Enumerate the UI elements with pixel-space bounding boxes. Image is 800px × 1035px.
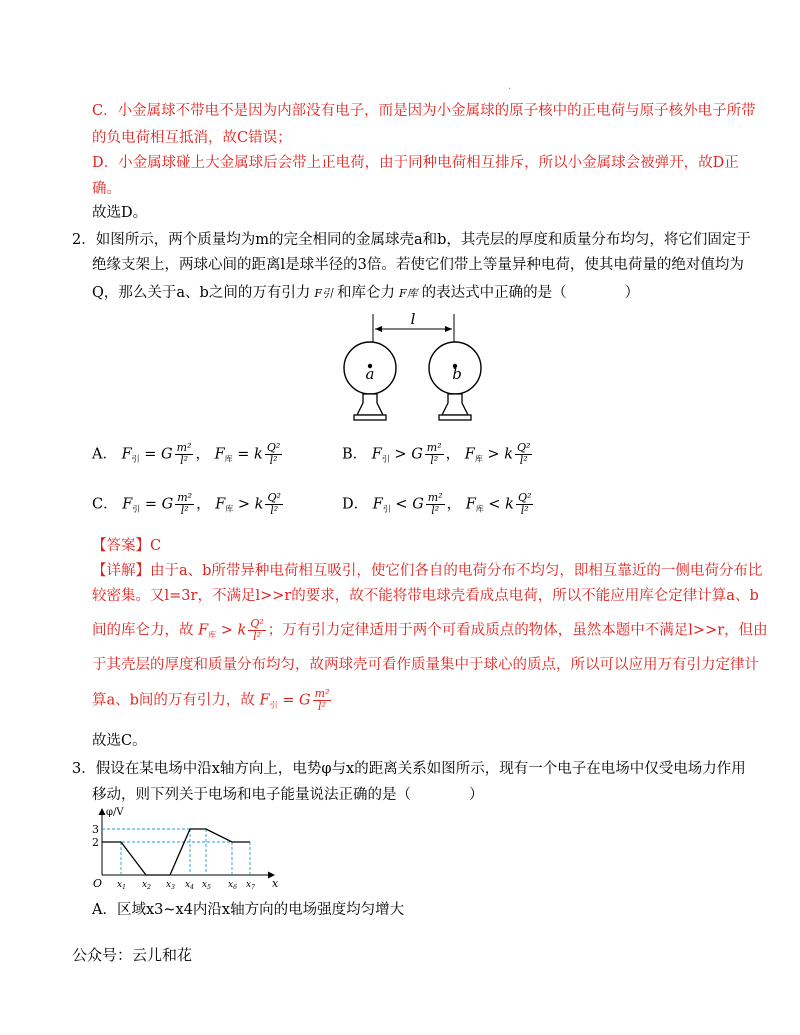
sphere-b-label: b [452,365,462,383]
spheres-figure [330,308,490,433]
xtick-x7: $x_7$ [246,880,255,891]
q2-line3 [92,283,639,304]
f-yin-label: F引 [314,287,333,300]
y-axis-label: φ/V [106,807,124,818]
xtick-x6: $x_6$ [228,880,237,891]
xtick-x1: $x_1$ [117,880,126,891]
ytick-2: 2 [92,836,99,849]
option-c-explanation-line2: 的负电荷相互抵消，故C错误； [92,130,292,146]
q3-option-a[interactable]: A．区域x3~x4内沿x轴方向的电场强度均匀增大 [92,902,405,918]
choice-d-line: 故选D。 [92,205,148,221]
answer-line: 【答案】C [92,538,162,554]
distance-label: l [410,310,416,328]
xtick-x2: $x_2$ [142,880,151,891]
xtick-x3: $x_3$ [166,880,175,891]
choice-c-line: 故选C。 [92,733,147,749]
f-ku-label: F库 [398,287,418,300]
x-axis-label: x [272,877,279,890]
q3-line1: 3．假设在某电场中沿x轴方向上，电势φ与x的距离关系如图所示，现有一个电子在电场中仅受电场力作用 [72,761,746,777]
xtick-x5: $x_5$ [202,880,211,891]
q3-line2: 移动，则下列关于电场和电子能量说法正确的是（ ） [92,787,484,803]
option-b[interactable]: B． $F_引 > G$ $\frac{\text{m²}}{\text{l²}}$ ， $F_库 > k$ $\frac{\text{Q²}}{\text{l²}}$ [342,441,531,467]
option-a[interactable]: A． $F_引 = G$ $\frac{\text{m²}}{\text{l²}}$ ， $F_库 = k$ $\frac{\text{Q²}}{\text{l²}}$ [92,441,281,467]
q2-line2: 绝缘支架上，两球心间的距离l是球半径的3倍。若使它们带上等量异种电荷，使其电荷量的绝对值均为 [92,257,744,273]
origin-label: O [93,877,103,890]
detail-line3: 间的库仑力，故 $F_库 > k$ $\frac{\text{Q²}}{\text{l²}}$ ；万有引力定律适用于两个可看成质点的物体，虽然本题中不满足l>>r，但由 [92,617,768,643]
q2-line3-part2: 和库仑力 [336,285,395,301]
detail-line2: 较密集。又l=3r，不满足l>>r的要求，故不能将带电球壳看成点电荷，所以不能应用库仑定律计算a、b [92,588,759,604]
detail-line1: 【详解】由于a、b所带异种电荷相互吸引，使它们各自的电荷分布不均匀，即相互靠近的一侧电荷分布比 [92,563,763,579]
detail-line5: 算a、b间的万有引力，故 $F_引 = G$ $\frac{\text{m²}}{\text{l²}}$ [92,687,330,713]
ytick-3: 3 [92,823,99,836]
option-d-explanation-line1: D．小金属球碰上大金属球后会带上正电荷，由于同种电荷相互排斥，所以小金属球会被弹开，故D正 [92,155,739,171]
detail-line4: 于其壳层的厚度和质量分布均匀，故两球壳可看作质量集中于球心的质点，所以可以应用万有引力定律计 [92,657,759,673]
potential-graph [84,803,284,895]
q2-line3-part3: 的表达式中正确的是（ ） [421,285,640,301]
option-c[interactable]: C． $F_引 = G$ $\frac{\text{m²}}{\text{l²}}$ ， $F_库 > k$ $\frac{\text{Q²}}{\text{l²}}$ [92,491,281,517]
option-d-explanation-line2: 确。 [92,181,121,197]
page-mark: · [508,84,512,95]
sphere-a-label: a [365,365,375,383]
option-d[interactable]: D． $F_引 < G$ $\frac{\text{m²}}{\text{l²}}$ ， $F_库 < k$ $\frac{\text{Q²}}{\text{l²}}$ [342,491,532,517]
q2-line3-part1: Q，那么关于a、b之间的万有引力 [92,285,311,301]
q2-line1: 2．如图所示，两个质量均为m的完全相同的金属球壳a和b，其壳层的厚度和质量分布均匀，将它们固定于 [72,232,751,248]
xtick-x4: $x_4$ [185,880,194,891]
option-c-explanation-line1: C．小金属球不带电不是因为内部没有电子，而是因为小金属球的原子核中的正电荷与原子核外电子所带 [92,103,756,119]
footer-wechat: 公众号：云儿和花 [72,946,193,964]
potential-curve [102,829,250,875]
